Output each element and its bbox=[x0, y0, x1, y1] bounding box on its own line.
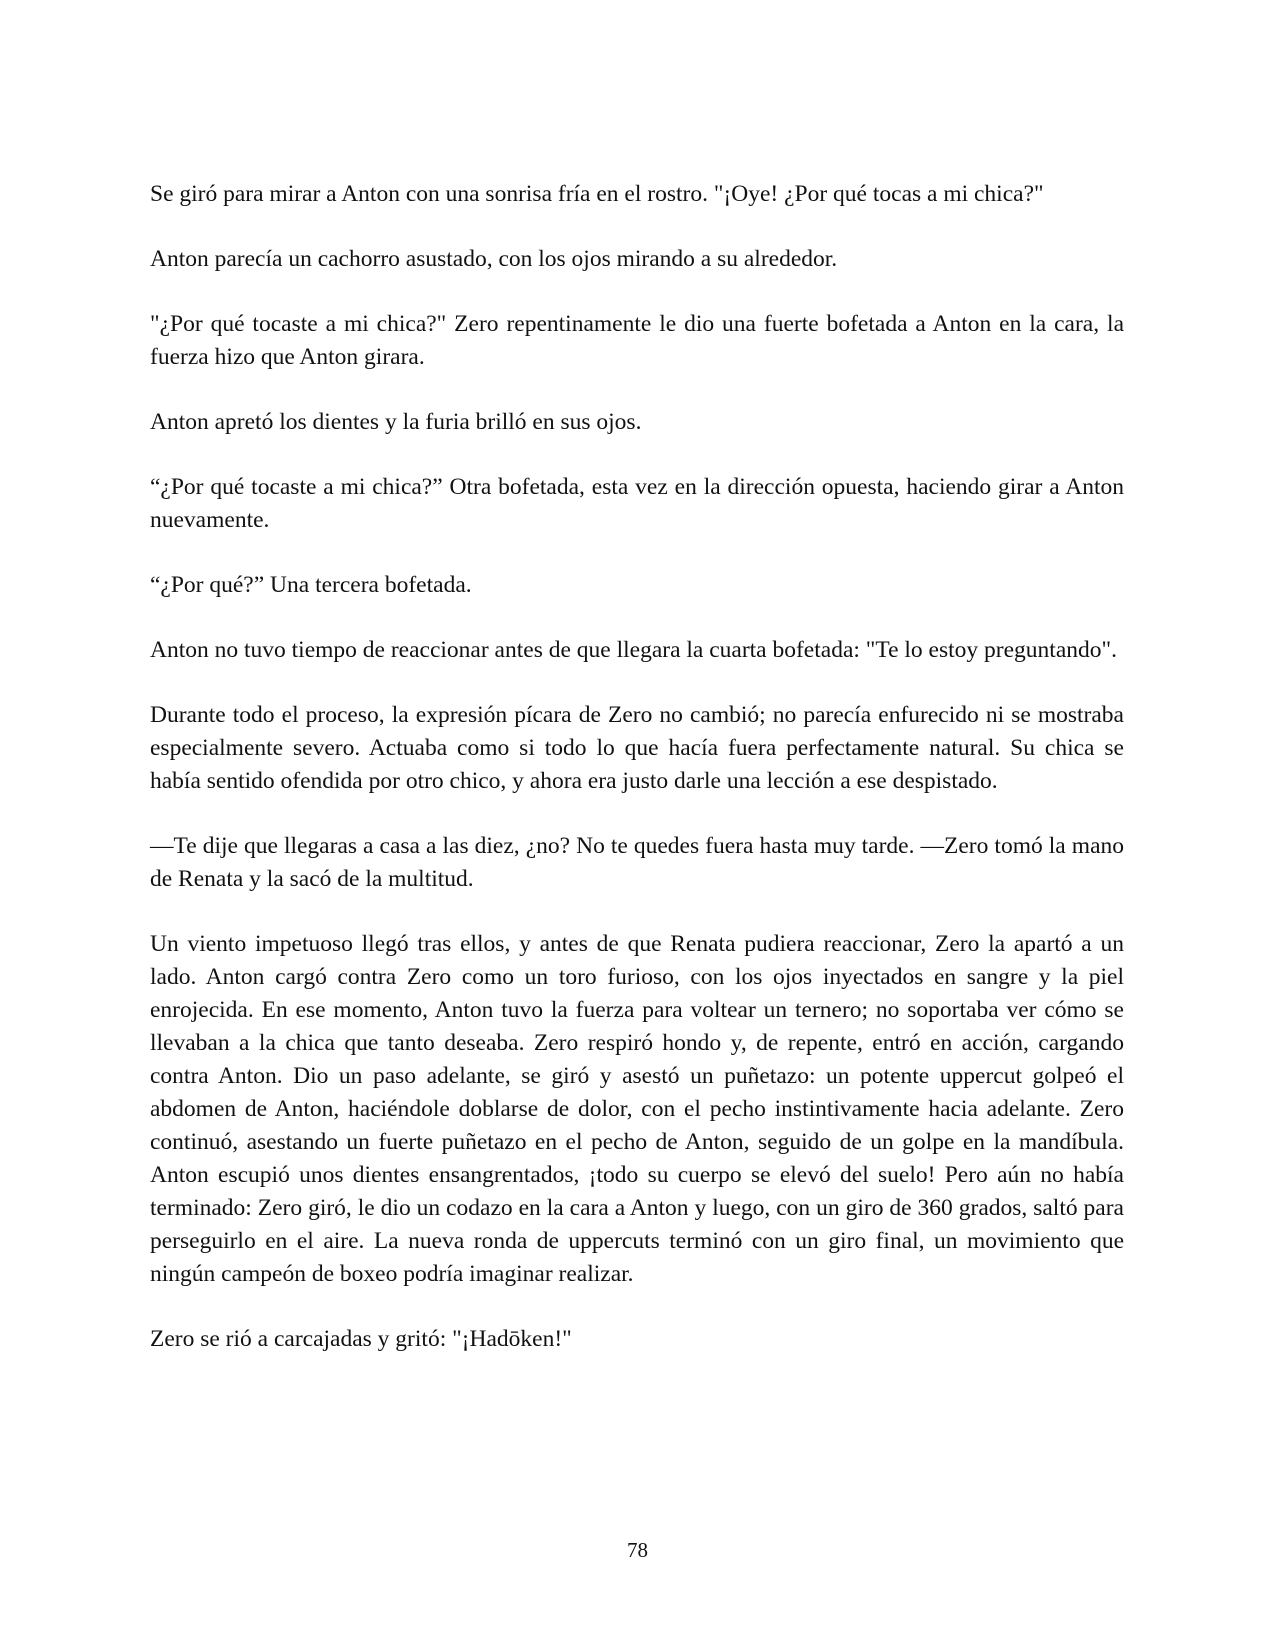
paragraph: Anton parecía un cachorro asustado, con los ojos mirando a su alrededor. bbox=[150, 246, 838, 272]
paragraph: Durante todo el proceso, la expresión pícara de Zero no cambió; no parecía enfurecido ni se mostraba especialmente severo. Actuaba como si todo lo que hacía fuera perfectamente natural. Su chica se había sentido ofendida por otro chico, y ahora era justo darle una lección a ese despistado. bbox=[150, 702, 1124, 794]
paragraph: Un viento impetuoso llegó tras ellos, y antes de que Renata pudiera reaccionar, Zero la apartó a un lado. Anton cargó contra Zero como un toro furioso, con los ojos inyectados en sangre y la piel enrojecida. En ese momento, Anton tuvo la fuerza para voltear un ternero; no soportaba ver cómo se llevaban a la chica que tanto deseaba. Zero respiró hondo y, de repente, entró en acción, cargando contra Anton. Dio un paso adelante, se giró y asestó un puñetazo: un potente uppercut golpeó el abdomen de Anton, haciéndole doblarse de dolor, con el pecho instintivamente hacia adelante. Zero continuó, asestando un fuerte puñetazo en el pecho de Anton, seguido de un golpe en la mandíbula. Anton escupió unos dientes ensangrentados, ¡todo su cuerpo se elevó del suelo! Pero aún no había terminado: Zero giró, le dio un codazo en la cara a Anton y luego, con un giro de 360 grados, saltó para perseguirlo en el aire. La nueva ronda de uppercuts terminó con un giro final, un movimiento que ningún campeón de boxeo podría imaginar realizar. bbox=[150, 931, 1124, 1287]
paragraph: “¿Por qué?” Una tercera bofetada. bbox=[150, 572, 472, 598]
page-number: 78 bbox=[627, 1538, 648, 1562]
paragraph: Se giró para mirar a Anton con una sonrisa fría en el rostro. "¡Oye! ¿Por qué tocas a mi chica?" bbox=[150, 181, 1044, 207]
paragraph: Anton no tuvo tiempo de reaccionar antes de que llegara la cuarta bofetada: "Te lo estoy preguntando". bbox=[150, 637, 1117, 663]
paragraph: Anton apretó los dientes y la furia brilló en sus ojos. bbox=[150, 409, 642, 435]
paragraph: Zero se rió a carcajadas y gritó: "¡Hadōken!" bbox=[150, 1326, 572, 1352]
paragraph: —Te dije que llegaras a casa a las diez, ¿no? No te quedes fuera hasta muy tarde. —Zero tomó la mano de Renata y la sacó de la multitud. bbox=[150, 833, 1124, 892]
paragraph: “¿Por qué tocaste a mi chica?” Otra bofetada, esta vez en la dirección opuesta, haciendo girar a Anton nuevamente. bbox=[150, 474, 1124, 533]
paragraph: "¿Por qué tocaste a mi chica?" Zero repentinamente le dio una fuerte bofetada a Anton en la cara, la fuerza hizo que Anton girara. bbox=[150, 311, 1124, 370]
page-body bbox=[150, 178, 1124, 1388]
